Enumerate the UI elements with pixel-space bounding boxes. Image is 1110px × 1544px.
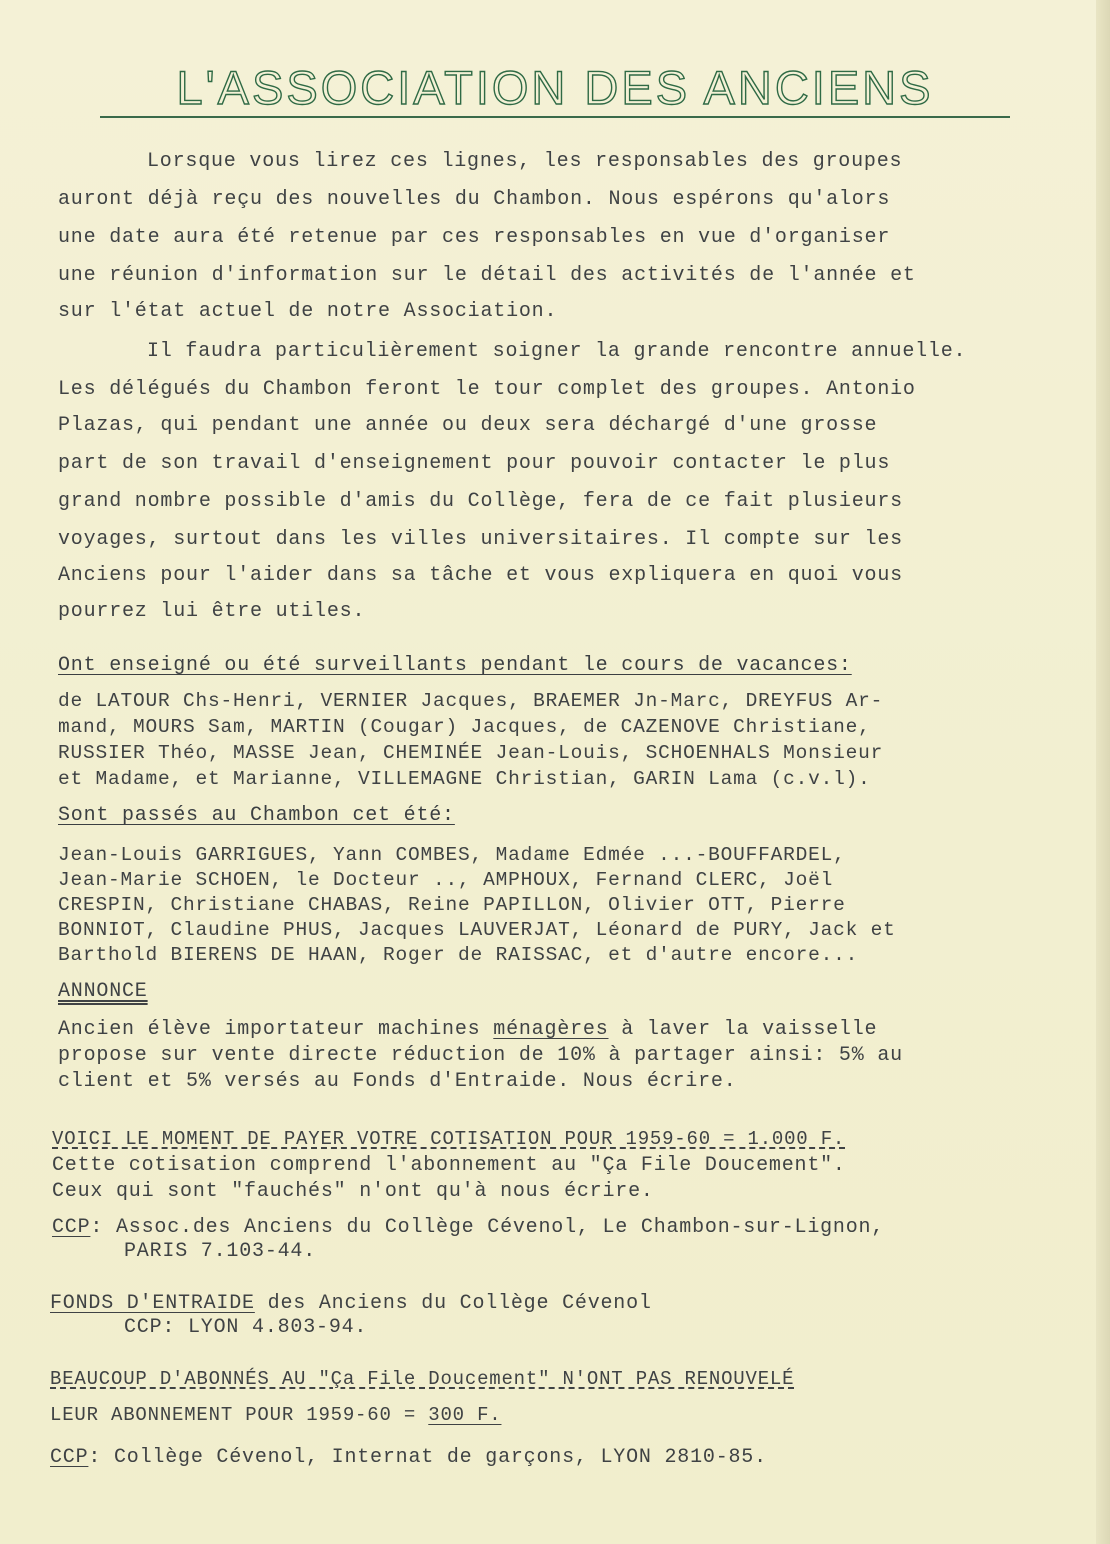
- cotisation-line-2: Ceux qui sont "fauchés" n'ont qu'à nous écrire.: [52, 1180, 654, 1203]
- annonce-underlined-word: ménagères: [493, 1018, 609, 1041]
- ccp2-text: : Collège Cévenol, Internat de garçons, LYON 2810-85.: [88, 1446, 767, 1469]
- teachers-line-2: mand, MOURS Sam, MARTIN (Cougar) Jacques, de CAZENOVE Christiane,: [58, 716, 871, 738]
- visitors-line-4: BONNIOT, Claudine PHUS, Jacques LAUVERJAT, Léonard de PURY, Jack et: [58, 919, 896, 941]
- ccp-line-2: PARIS 7.103-44.: [124, 1240, 317, 1263]
- ccp-text: : Assoc.des Anciens du Collège Cévenol, Le Chambon-sur-Lignon,: [90, 1216, 885, 1239]
- teachers-heading: Ont enseigné ou été surveillants pendant le cours de vacances:: [58, 654, 852, 677]
- fonds-line-1: [50, 1292, 652, 1315]
- intro-p1-line-1: Lorsque vous lirez ces lignes, les responsables des groupes: [147, 150, 903, 173]
- page-edge: [1096, 0, 1110, 1544]
- visitors-line-3: CRESPIN, Christiane CHABAS, Reine PAPILLON, Olivier OTT, Pierre: [58, 894, 846, 916]
- intro-p2-line-5: grand nombre possible d'amis du Collège, fera de ce fait plusieurs: [58, 490, 903, 513]
- intro-p2-line-8: pourrez lui être utiles.: [58, 600, 366, 623]
- annonce-line-2: propose sur vente directe réduction de 10% à partager ainsi: 5% au: [58, 1044, 903, 1067]
- intro-p2-line-2: Les délégués du Chambon feront le tour complet des groupes. Antonio: [58, 378, 916, 401]
- intro-p1-line-3: une date aura été retenue par ces responsables en vue d'organiser: [58, 226, 891, 249]
- ccp2-label: CCP: [50, 1446, 89, 1469]
- intro-p1-line-5: sur l'état actuel de notre Association.: [58, 300, 558, 323]
- intro-p1-line-4: une réunion d'information sur le détail des activités de l'année et: [58, 264, 916, 287]
- annonce-line-3: client et 5% versés au Fonds d'Entraide. Nous écrire.: [58, 1070, 737, 1093]
- visitors-line-1: Jean-Louis GARRIGUES, Yann COMBES, Madame Edmée ...-BOUFFARDEL,: [58, 844, 846, 866]
- intro-p2-line-1: Il faudra particulièrement soigner la grande rencontre annuelle.: [147, 340, 967, 363]
- visitors-line-5: Barthold BIERENS DE HAAN, Roger de RAISSAC, et d'autre encore...: [58, 944, 859, 966]
- page-title: L'ASSOCIATION DES ANCIENS: [176, 61, 934, 114]
- ccp2-line: [50, 1446, 767, 1469]
- annonce-line-1: [58, 1018, 877, 1041]
- title-underline-block: [100, 56, 1010, 118]
- visitors-heading: Sont passés au Chambon cet été:: [58, 804, 455, 827]
- visitors-line-2: Jean-Marie SCHOEN, le Docteur .., AMPHOUX, Fernand CLERC, Joël: [58, 869, 834, 891]
- ccp-line-1: [52, 1216, 884, 1239]
- intro-p2-line-6: voyages, surtout dans les villes universitaires. Il compte sur les: [58, 528, 903, 551]
- intro-p2-line-7: Anciens pour l'aider dans sa tâche et vous expliquera en quoi vous: [58, 564, 903, 587]
- abonnes-heading: BEAUCOUP D'ABONNÉS AU "Ça File Doucement" N'ONT PAS RENOUVELÉ: [50, 1368, 795, 1390]
- fonds-line-2: CCP: LYON 4.803-94.: [124, 1316, 368, 1339]
- annonce-line-1-pre: Ancien élève importateur machines: [58, 1018, 494, 1041]
- cotisation-heading: VOICI LE MOMENT DE PAYER VOTRE COTISATION POUR 1959-60 = 1.000 F.: [52, 1128, 846, 1150]
- fonds-text: des Anciens du Collège Cévenol: [254, 1292, 652, 1315]
- abonnes-amount: 300 F.: [428, 1404, 502, 1426]
- abonnes-line: [50, 1404, 501, 1426]
- intro-p2-line-3: Plazas, qui pendant une année ou deux sera déchargé d'une grosse: [58, 414, 878, 437]
- ccp-label: CCP: [52, 1216, 91, 1239]
- annonce-line-1-post: à laver la vaisselle: [608, 1018, 878, 1041]
- intro-p2-line-4: part de son travail d'enseignement pour pouvoir contacter le plus: [58, 452, 891, 475]
- intro-p1-line-2: auront déjà reçu des nouvelles du Chambon. Nous espérons qu'alors: [58, 188, 891, 211]
- abonnes-line-pre: LEUR ABONNEMENT POUR 1959-60 =: [50, 1404, 429, 1426]
- fonds-label: FONDS D'ENTRAIDE: [50, 1292, 255, 1315]
- teachers-line-1: de LATOUR Chs-Henri, VERNIER Jacques, BRAEMER Jn-Marc, DREYFUS Ar-: [58, 690, 884, 712]
- teachers-line-4: et Madame, et Marianne, VILLEMAGNE Christian, GARIN Lama (c.v.l).: [58, 768, 871, 790]
- teachers-line-3: RUSSIER Théo, MASSE Jean, CHEMINÉE Jean-Louis, SCHOENHALS Monsieur: [58, 742, 884, 764]
- cotisation-line-1: Cette cotisation comprend l'abonnement au "Ça File Doucement".: [52, 1154, 846, 1177]
- annonce-heading: ANNONCE: [58, 980, 148, 1003]
